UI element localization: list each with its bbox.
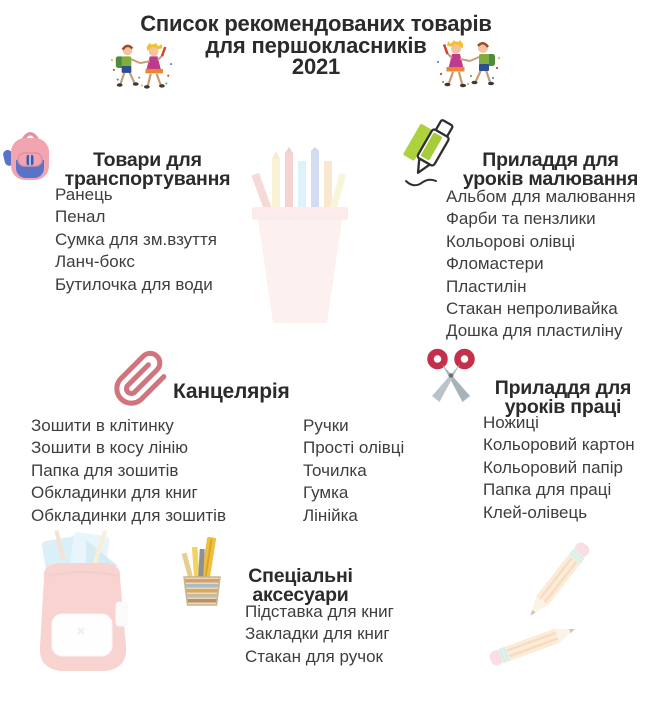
list-item: Зошити в косу лінію bbox=[31, 438, 189, 458]
list-item: Ранець bbox=[55, 185, 113, 204]
list-item: Обкладинки для книг bbox=[31, 483, 198, 503]
page-title-line1: Список рекомендованих товарів bbox=[140, 11, 492, 36]
kids-walking-clipart bbox=[110, 42, 176, 92]
list-item: Прості олівці bbox=[303, 438, 405, 458]
section-labor-title bbox=[478, 379, 648, 416]
list-item: Бутилочка для води bbox=[55, 274, 213, 294]
stationery-list-left bbox=[31, 415, 226, 527]
list-item: Зошити в клітинку bbox=[31, 416, 174, 435]
section-stationery-title: Канцелярія bbox=[173, 380, 290, 404]
list-item: Ножиці bbox=[483, 413, 539, 432]
special-list bbox=[245, 601, 394, 668]
section-labor-title-line1: Приладдя для bbox=[494, 377, 632, 400]
list-item: Обкладинки для зошитів bbox=[31, 505, 226, 525]
list-item: Пенал bbox=[55, 207, 106, 227]
list-item: Закладки для книг bbox=[245, 624, 390, 644]
list-item: Папка для зошитів bbox=[31, 460, 179, 480]
faded-pencils-image bbox=[448, 532, 618, 687]
section-special-title-line2: аксесуари bbox=[252, 583, 349, 606]
page-title bbox=[0, 13, 632, 78]
list-item: Папка для праці bbox=[483, 480, 612, 500]
section-special-title bbox=[238, 567, 363, 604]
section-drawing-title-line2: уроків малювання bbox=[462, 167, 639, 190]
faded-pencil-cup-image bbox=[248, 147, 352, 325]
list-item: Фломастери bbox=[446, 254, 544, 274]
page-title-line3: 2021 bbox=[291, 54, 341, 79]
scissors-icon bbox=[424, 348, 478, 410]
list-item: Стакан непроливайка bbox=[446, 299, 618, 319]
list-item: Кольорові олівці bbox=[446, 231, 575, 251]
section-transport-title-line1: Товари для bbox=[93, 149, 202, 172]
list-item: Фарби та пензлики bbox=[446, 209, 596, 229]
page-title-line2: для першокласників bbox=[205, 32, 427, 58]
labor-list bbox=[483, 412, 635, 524]
list-item: Ручки bbox=[303, 416, 349, 435]
list-item: Дошка для пластиліну bbox=[446, 321, 623, 341]
drawing-list bbox=[446, 186, 636, 343]
faded-backpack-image bbox=[28, 528, 140, 696]
list-item: Кольоровий картон bbox=[483, 435, 635, 455]
backpack-icon bbox=[4, 126, 56, 184]
list-item: Точилка bbox=[303, 460, 367, 480]
list-item: Гумка bbox=[303, 483, 349, 503]
section-transport-title-line2: транспортування bbox=[64, 167, 231, 190]
transport-list bbox=[55, 184, 217, 296]
section-drawing-title bbox=[448, 151, 653, 188]
list-item: Сумка для зм.взуття bbox=[55, 229, 217, 249]
section-drawing-title-line1: Приладдя для bbox=[482, 149, 619, 172]
pencil-cup-icon bbox=[178, 535, 226, 607]
paperclip-icon bbox=[112, 350, 170, 408]
list-item: Підставка для книг bbox=[245, 602, 394, 621]
list-item: Лінійка bbox=[303, 505, 358, 525]
section-transport-title bbox=[50, 151, 245, 188]
stationery-list-right bbox=[303, 415, 404, 527]
kids-walking-clipart-mirrored bbox=[432, 40, 502, 90]
list-item: Стакан для ручок bbox=[245, 646, 383, 666]
list-item: Кольоровий папір bbox=[483, 457, 623, 477]
list-item: Ланч-бокс bbox=[55, 252, 135, 272]
section-labor-title-line2: уроків праці bbox=[504, 395, 622, 418]
list-item: Клей-олівець bbox=[483, 502, 588, 522]
list-item: Альбом для малювання bbox=[446, 187, 636, 206]
section-special-title-line1: Спеціальні bbox=[248, 565, 353, 588]
list-item: Пластилін bbox=[446, 276, 527, 296]
